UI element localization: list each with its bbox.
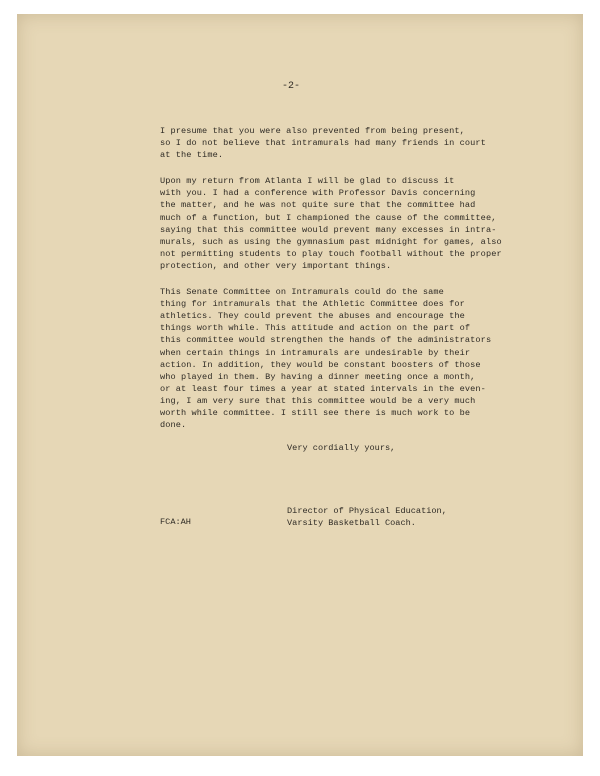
paragraph-2: Upon my return from Atlanta I will be glad to discuss it with you. I had a conference with Professor Davis concerning the matter, and he was not quite sure that the committee had much of a function, but I championed the cause of the committee, saying that this committee would prevent many excesses in intra- murals, such as using the gymnasium past midnight for games, also not permitting students to play touch football without the proper protection, and other very important things. — [160, 176, 502, 271]
letter-body — [160, 125, 520, 445]
reference-initials: FCA:AH — [160, 517, 191, 527]
signature-title-line: Varsity Basketball Coach. — [287, 518, 416, 529]
closing: Very cordially yours, — [287, 443, 396, 453]
signature-title — [287, 505, 447, 529]
paragraph-1: I presume that you were also prevented from being present, so I do not believe that intramurals had many friends in court at the time. — [160, 126, 486, 161]
paragraph-3: This Senate Committee on Intramurals could do the same thing for intramurals that the Athletic Committee does for athletics. They could prevent the abuses and encourage the things worth while. This attitude and action on the part of this committee would strengthen the hands of the administrators when certain things in intramurals are undesirable by their action. In addition, they would be constant boosters of those who played in them. By having a dinner meeting once a month, or at least four times a year at stated intervals in the even- ing, I am very sure that this committee would be a very much worth while committee. I still see there is much work to be done. — [160, 287, 492, 431]
page-number: -2- — [282, 81, 301, 92]
signature-title-line: Director of Physical Education, — [287, 506, 447, 516]
